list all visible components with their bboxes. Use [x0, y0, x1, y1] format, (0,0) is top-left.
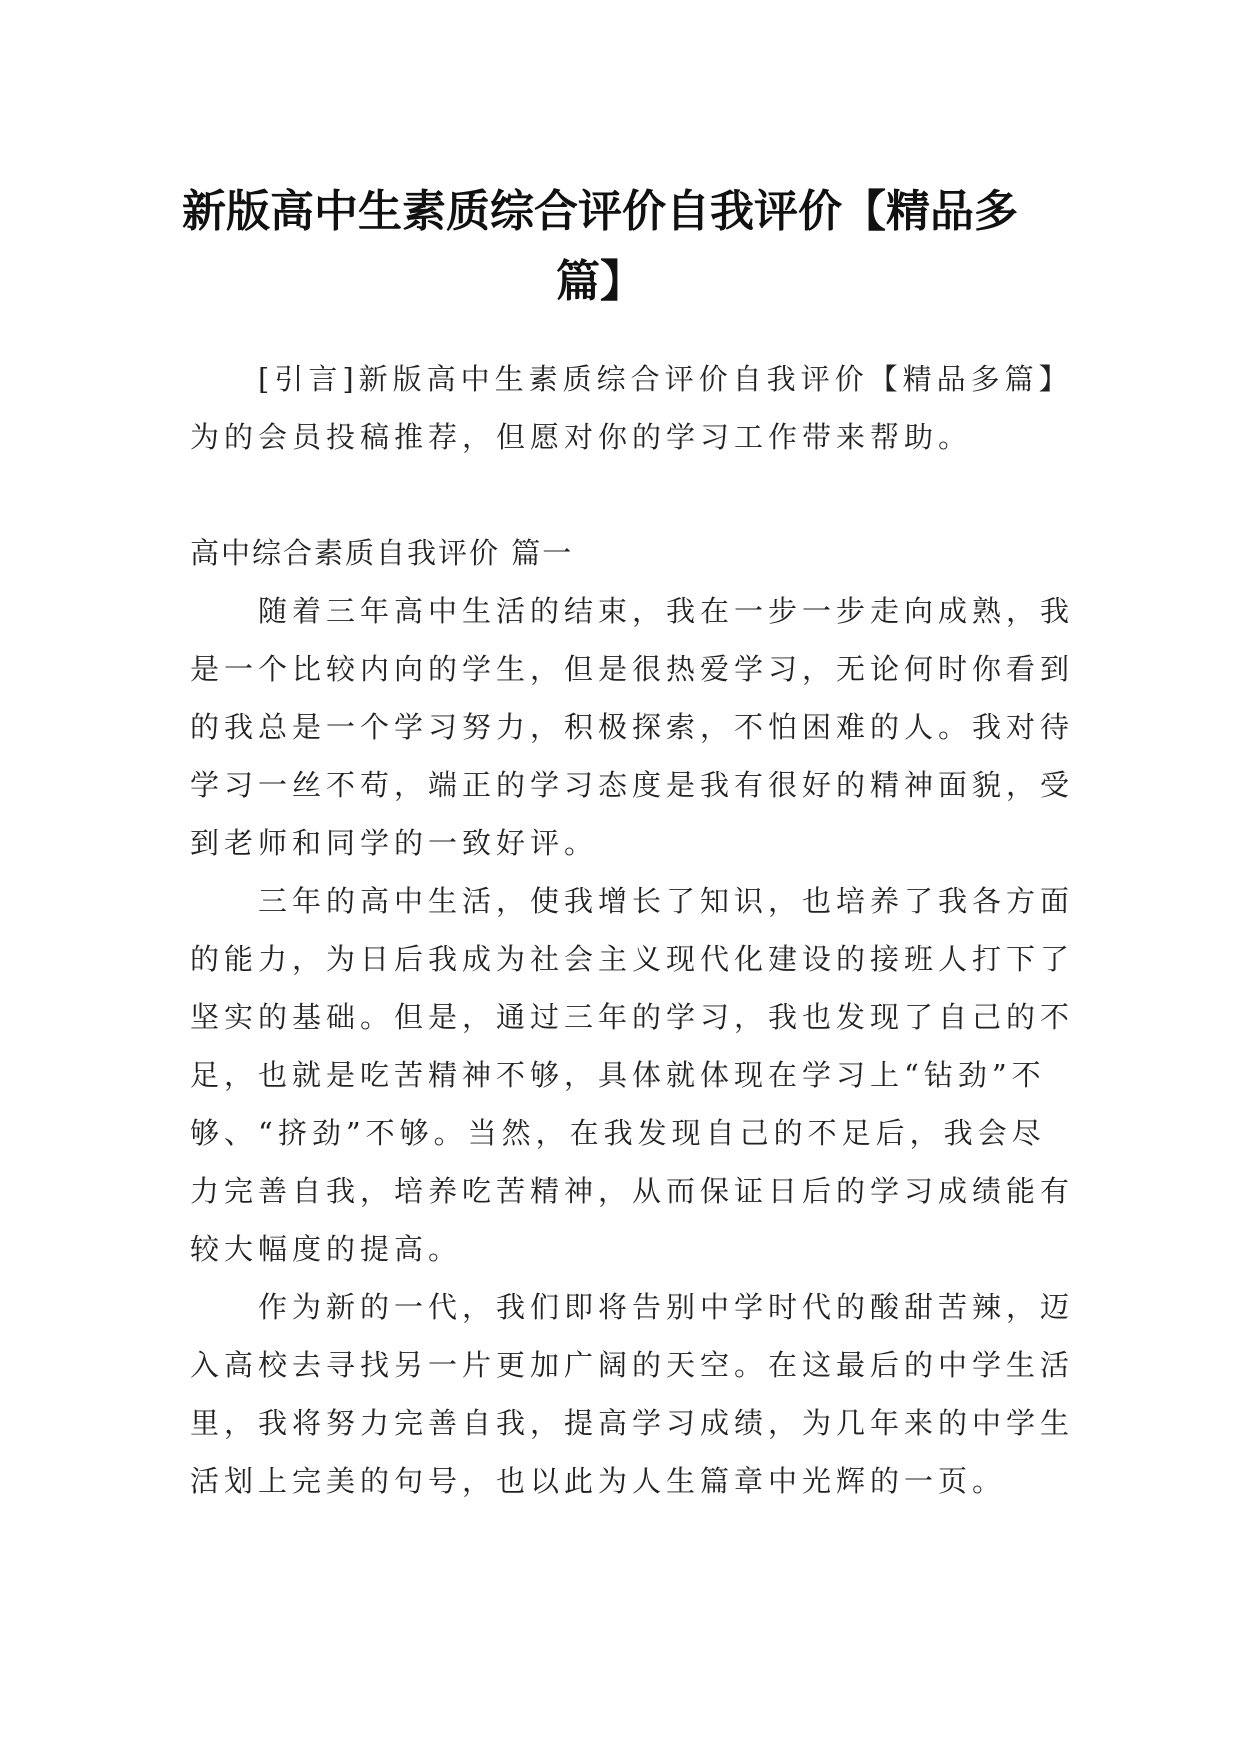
text-line: [引言]新版高中生素质综合评价自我评价【精品多篇】 [190, 362, 1073, 396]
document-title [150, 177, 1050, 317]
text-line: 到老师和同学的一致好评。 [190, 826, 599, 860]
text-line: 的能力，为日后我成为社会主义现代化建设的接班人打下了 [190, 942, 1075, 976]
text-line: 是一个比较内向的学生，但是很热爱学习，无论何时你看到 [190, 652, 1075, 686]
text-line: 坚实的基础。但是，通过三年的学习，我也发现了自己的不 [190, 1000, 1075, 1034]
text-line: 学习一丝不苟，端正的学习态度是我有很好的精神面貌，受 [190, 768, 1075, 802]
text-line: 作为新的一代，我们即将告别中学时代的酸甜苦辣，迈 [190, 1290, 1075, 1324]
text-line: 足，也就是吃苦精神不够，具体就体现在学习上“钻劲”不 [190, 1058, 1046, 1092]
body-paragraph-2 [190, 872, 1075, 1278]
text-line: 较大幅度的提高。 [190, 1232, 463, 1266]
body-paragraph-1 [190, 582, 1075, 872]
text-line: 够、“挤劲”不够。当然，在我发现自己的不足后，我会尽 [190, 1116, 1046, 1150]
text-line: 随着三年高中生活的结束，我在一步一步走向成熟，我 [190, 594, 1075, 628]
body-paragraph-3 [190, 1278, 1075, 1510]
title-line: 篇】 [556, 256, 644, 308]
title-line: 新版高中生素质综合评价自我评价【精品多 [182, 186, 1018, 238]
text-line: 的我总是一个学习努力，积极探索，不怕困难的人。我对待 [190, 710, 1075, 744]
text-line: 三年的高中生活，使我增长了知识，也培养了我各方面 [190, 884, 1075, 918]
intro-paragraph [190, 350, 1073, 466]
text-line: 活划上完美的句号，也以此为人生篇章中光辉的一页。 [190, 1464, 1007, 1498]
text-line: 为的会员投稿推荐，但愿对你的学习工作带来帮助。 [190, 420, 973, 454]
text-line: 力完善自我，培养吃苦精神，从而保证日后的学习成绩能有 [190, 1174, 1075, 1208]
section-heading: 高中综合素质自我评价 篇一 [190, 536, 574, 570]
text-line: 入高校去寻找另一片更加广阔的天空。在这最后的中学生活 [190, 1348, 1075, 1382]
text-line: 里，我将努力完善自我，提高学习成绩，为几年来的中学生 [190, 1406, 1075, 1440]
